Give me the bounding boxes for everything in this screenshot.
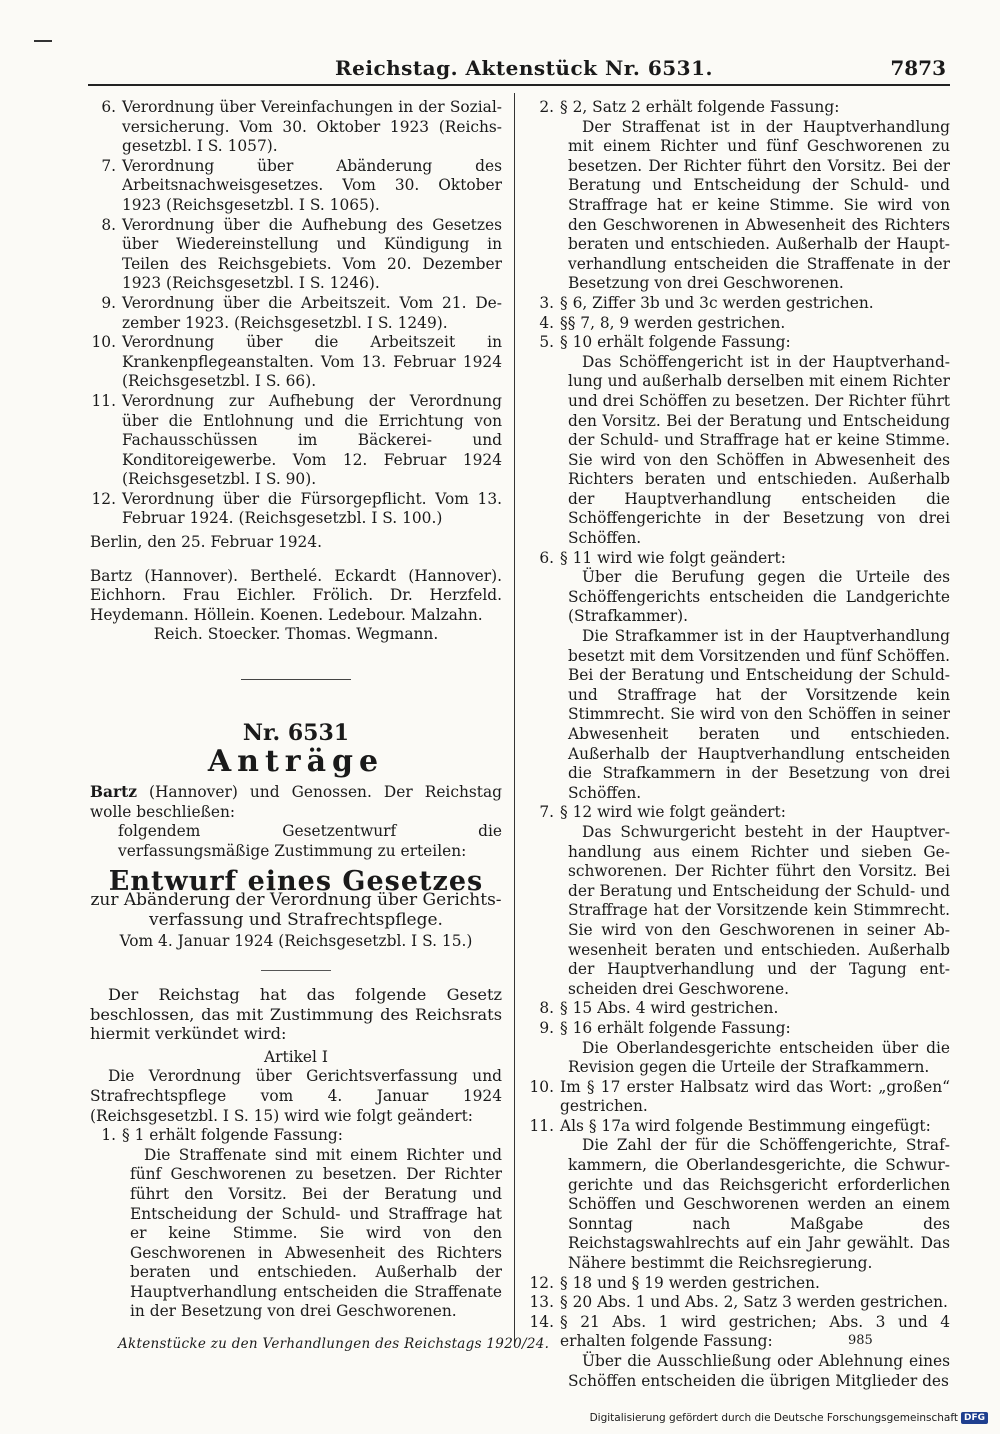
amendment-text [90, 1146, 502, 1322]
right-column [528, 98, 950, 1391]
ordinance-item [90, 333, 502, 392]
item-text: Verordnung über die Fürsorgepflicht. Vom 13. Februar 1924. (Reichsgesetzbl. I S. 100.) [122, 489, 502, 528]
column-divider [514, 93, 515, 1343]
amendment-text [528, 1136, 950, 1273]
motion-sponsor: Bartz [90, 783, 137, 802]
item-heading: § 16 erhält folgende Fassung: [560, 1018, 791, 1037]
item-number: 11. [91, 391, 116, 410]
item-number: 6. [539, 548, 554, 567]
item-number: 5. [539, 333, 554, 352]
item-number: 6. [101, 98, 116, 116]
item-number: 7. [101, 156, 116, 175]
amendment-item [528, 1117, 950, 1137]
item-number: 10. [91, 333, 116, 352]
promulgation-clause: Der Reichstag hat das folgende Gesetz beschlossen, das mit Zustimmung des Reichsrats hiermit verkündet wird: [90, 984, 502, 1044]
item-number: 8. [101, 215, 116, 234]
item-number: 2. [539, 98, 554, 116]
item-heading: § 10 erhält folgende Fassung: [560, 333, 791, 352]
section-heading: Anträge [207, 743, 385, 779]
item-number: 9. [539, 1018, 554, 1037]
item-number: 12. [91, 489, 116, 508]
item-heading: § 18 und § 19 werden gestrichen. [560, 1273, 820, 1292]
motion-intro-text: (Hannover) und Genossen. Der Reichstag wolle beschließen: [90, 783, 502, 821]
amendment-item [528, 1313, 950, 1352]
ordinance-item [90, 392, 502, 490]
footer-title: Aktenstücke zu den Verhandlungen des Reichstags 1920/24. [118, 1336, 550, 1352]
ordinance-item [90, 216, 502, 294]
amendment-text [528, 568, 950, 803]
item-number: 4. [539, 313, 554, 332]
ordinance-item [90, 98, 502, 157]
item-heading: § 12 wird wie folgt geändert: [560, 803, 786, 822]
item-number: 12. [529, 1273, 554, 1292]
item-text: Verordnung über Abänderung des Arbeitsnachweisgesetzes. Vom 30. Oktober 1923 (Reichsgesetzbl. I S. 1065). [122, 156, 502, 214]
motion-request: folgendem Gesetzentwurf die verfassungsmäßige Zustimmung zu erteilen: [118, 822, 502, 860]
page-number: 7873 [890, 56, 946, 80]
amendment-text [528, 1352, 950, 1391]
bill-title: Entwurf eines Gesetzes [108, 865, 484, 897]
item-heading: § 1 erhält folgende Fassung: [122, 1126, 343, 1145]
bill-reference: Vom 4. Januar 1924 (Reichsgesetzbl. I S. 15.) [119, 932, 473, 951]
item-text: Verordnung über die Arbeitszeit in Krankenpflegeanstalten. Vom 13. Februar 1924 (Reichsgesetzbl. I S. 66). [122, 333, 502, 391]
amendment-item [528, 803, 950, 823]
running-title: Reichstag. Aktenstück Nr. 6531. [335, 56, 713, 80]
item-number: 10. [529, 1077, 554, 1096]
amendment-item [528, 999, 950, 1019]
amendment-item [90, 1126, 502, 1146]
amendment-paragraph: Der Straffenat ist in der Hauptverhandlung mit einem Richter und fünf Geschworenen zu besetzen. Der Richter führt den Vorsitz. Bei der Beratung und Entscheidung der Schuld- und Straffrage hat er keine Stimme. Sie wird von den Geschworenen in Abwesenheit des Richters beraten und entschieden. Außerhalb der Hauptverhandlung entscheiden die Straffenate in der Besetzung von drei Geschworenen. [568, 117, 950, 293]
item-number: 14. [529, 1312, 554, 1331]
amendment-paragraph: Über die Ausschließung oder Ablehnung eines Schöffen entscheiden die übrigen Mitglieder des [568, 1352, 950, 1390]
item-heading: § 2, Satz 2 erhält folgende Fassung: [560, 98, 840, 116]
motion-intro [90, 783, 502, 822]
scan-mark [34, 40, 52, 42]
amendment-item [528, 1274, 950, 1294]
sheet-number: 985 [848, 1333, 873, 1348]
amendment-paragraph: Über die Berufung gegen die Urteile des Schöffengerichts entscheiden die Landgerichte (Strafkammer). [568, 568, 950, 626]
signatories: Bartz (Hannover). Berthelé. Eckardt (Hannover). Eichhorn. Frau Eichler. Frölich. Dr. Herzfeld. Heydemann. Höllein. Koenen. Ledebour. Malzahn. [90, 566, 502, 624]
amendment-paragraph: Die Zahl der für die Schöffengerichte, Strafkammern, die Oberlandesgerichte, die Schwurgerichte und das Reichsgericht erforderlichen Schöffen und Geschworenen werden an einem Sonntag nach Maßgabe des Reichstagswahlrechts auf ein Jahr gewählt. Das Nähere bestimmt die Reichsregierung. [568, 1136, 950, 1273]
amendment-item [528, 294, 950, 314]
item-heading: § 15 Abs. 4 wird gestrichen. [560, 999, 779, 1018]
ordinance-item [90, 157, 502, 216]
page-header [0, 56, 1000, 84]
ordinance-item [90, 294, 502, 333]
document-number: Nr. 6531 [242, 720, 350, 747]
item-number: 3. [539, 293, 554, 312]
item-heading: § 6, Ziffer 3b und 3c werden gestrichen. [560, 293, 874, 312]
amendment-paragraph: Die Strafkammer ist in der Hauptverhandlung besetzt mit dem Vorsitzenden und fünf Schöffen. Bei der Beratung und Entscheidung der Schuld- und Straffrage hat der Vorsitzende kein Stimmrecht. Sie wird von den Schöffen in seiner Abwesenheit beraten und entschieden. Außerhalb der Hauptverhandlung entscheiden die Strafkammern in der Besetzung von drei Schöffen. [568, 627, 950, 802]
amendment-paragraph: Die Oberlandesgerichte entscheiden über die Revision gegen die Urteile der Strafkammern. [568, 1038, 950, 1077]
amendment-item [528, 333, 950, 353]
item-text: Verordnung über die Arbeitszeit. Vom 21. Dezember 1923. (Reichsgesetzbl. I S. 1249). [122, 293, 502, 332]
amendment-paragraph: Das Schwurgericht besteht in der Hauptverhandlung aus einem Richter und sieben Geschworenen. Der Richter führt den Vorsitz. Bei der Beratung und Entscheidung der Schuld- und Straffrage hat der Vorsitzende kein Stimmrecht. Sie wird von den Geschworenen in seiner Abwesenheit beraten und entschieden. Außerhalb der Hauptverhandlung und der Tagung entscheiden drei Geschworene. [568, 822, 950, 998]
amendment-item [528, 1293, 950, 1313]
item-text: Verordnung über Vereinfachungen in der Sozialversicherung. Vom 30. Oktober 1923 (Reichsgesetzbl. I S. 1057). [122, 98, 502, 156]
item-heading: § 11 wird wie folgt geändert: [560, 548, 786, 567]
amendment-item [528, 1078, 950, 1117]
item-heading: Als § 17a wird folgende Bestimmung eingefügt: [560, 1116, 931, 1135]
ordinance-item [90, 490, 502, 529]
article-heading: Artikel I [264, 1047, 328, 1066]
date-line: Berlin, den 25. Februar 1924. [90, 533, 323, 552]
item-number: 7. [539, 803, 554, 822]
amendment-paragraph: Die Straffenate sind mit einem Richter und fünf Geschworenen zu besetzen. Der Richter führt den Vorsitz. Bei der Beratung und Entscheidung der Schuld- und Straffrage hat er keine Stimme. Sie wird von den Geschworenen in Abwesenheit des Richters beraten und entschieden. Außerhalb der Hauptverhandlung entscheiden die Straffenate in der Besetzung von drei Geschworenen. [130, 1145, 502, 1321]
item-number: 8. [539, 999, 554, 1018]
bill-subtitle: zur Abänderung der Verordnung über Gerichtsverfassung und Strafrechtspflege. [90, 890, 502, 930]
left-column [90, 98, 502, 1322]
item-number: 1. [101, 1126, 116, 1145]
item-number: 9. [101, 293, 116, 312]
header-rule [88, 84, 950, 86]
item-number: 11. [529, 1116, 554, 1135]
digitization-credit [590, 1412, 988, 1424]
signatories-last-line: Reich. Stoecker. Thomas. Wegmann. [153, 625, 439, 644]
amendment-text [528, 823, 950, 999]
item-text: Verordnung über die Aufhebung des Gesetzes über Wiedereinstellung und Kündigung in Teilen des Reichsgebiets. Vom 20. Dezember 1923 (Reichsgesetzbl. I S. 1246). [122, 215, 502, 293]
amendment-paragraph: Das Schöffengericht ist in der Hauptverhandlung und außerhalb derselben mit einem Richter und drei Schöffen zu besetzen. Der Richter führt den Vorsitz. Bei der Beratung und Entscheidung der Schuld- und Straffrage hat er keine Stimme. Sie wird von den Schöffen in Abwesenheit des Richters beraten und entschieden. Außerhalb der Hauptverhandlung entscheiden die Schöffengerichte in der Besetzung von drei Schöffen. [568, 352, 950, 548]
amendment-item [528, 549, 950, 569]
credit-text: Digitalisierung gefördert durch die Deutsche Forschungsgemeinschaft [589, 1412, 958, 1424]
dfg-logo: DFG [961, 1412, 988, 1424]
amendment-item [528, 1019, 950, 1039]
amendment-item [528, 98, 950, 118]
ordinance-list [90, 98, 502, 529]
article-text: Die Verordnung über Gerichtsverfassung und Strafrechtspflege vom 4. Januar 1924 (Reichsgesetzbl. I S. 15) wird wie folgt geändert: [90, 1067, 502, 1125]
amendment-item [528, 314, 950, 334]
item-heading: § 20 Abs. 1 und Abs. 2, Satz 3 werden gestrichen. [560, 1293, 948, 1312]
item-number: 13. [529, 1293, 554, 1312]
amendment-text [528, 118, 950, 294]
item-heading: §§ 7, 8, 9 werden gestrichen. [560, 313, 786, 332]
item-heading: Im § 17 erster Halbsatz wird das Wort: „großen“ gestrichen. [560, 1077, 950, 1116]
item-heading: § 21 Abs. 1 wird gestrichen; Abs. 3 und 4 erhalten folgende Fassung: [560, 1312, 950, 1351]
section-divider [241, 679, 351, 680]
divider [261, 970, 331, 971]
amendment-text [528, 1039, 950, 1078]
amendment-text [528, 353, 950, 549]
item-text: Verordnung zur Aufhebung der Verordnung über die Entlohnung und die Errichtung von Fachausschüssen im Bäckerei- und Konditoreigewerbe. Vom 12. Februar 1924 (Reichsgesetzbl. I S. 90). [122, 391, 502, 489]
